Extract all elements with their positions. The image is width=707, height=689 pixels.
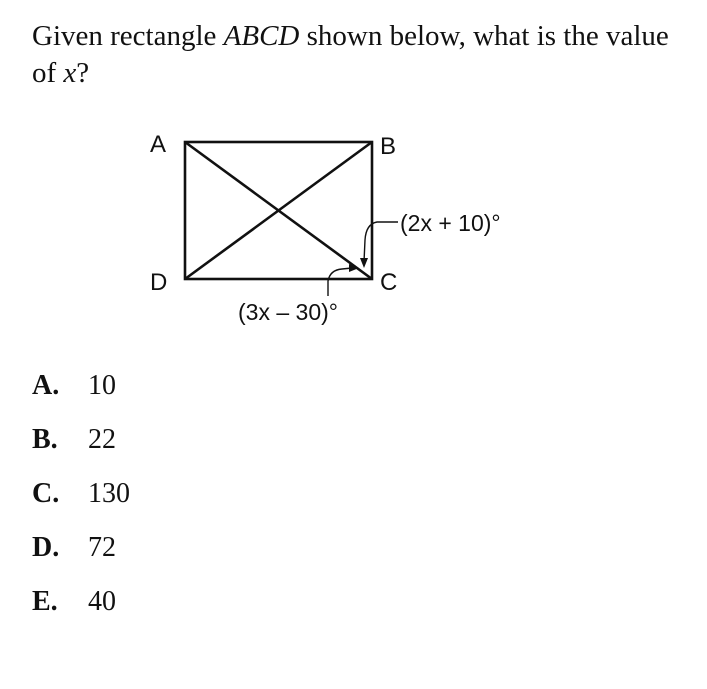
choice-letter: A.: [32, 370, 60, 401]
vertex-label-b: B: [380, 133, 397, 160]
question-prefix: Given rectangle: [32, 20, 224, 52]
answer-choices: [32, 368, 130, 638]
choice-value: 130: [88, 478, 130, 509]
choice-a[interactable]: [32, 368, 130, 422]
choice-letter: E.: [32, 586, 58, 617]
choice-value: 10: [88, 370, 116, 401]
choice-d[interactable]: [32, 530, 130, 584]
vertex-label-c: C: [380, 269, 398, 296]
choice-value: 40: [88, 586, 116, 617]
choice-value: 22: [88, 424, 116, 455]
vertex-label-a: A: [150, 131, 167, 158]
question-shape-name: ABCD: [223, 20, 300, 52]
question-middle: shown below, what is the value of: [32, 20, 669, 89]
choice-b[interactable]: [32, 422, 130, 476]
angle-bottom-label: (3x – 30)°: [238, 299, 338, 325]
choice-value: 72: [88, 532, 116, 563]
vertex-label-d: D: [150, 269, 168, 296]
choice-letter: B.: [32, 424, 58, 455]
choice-letter: C.: [32, 478, 60, 509]
angle-bottom-leader: [328, 268, 352, 296]
choice-e[interactable]: [32, 584, 130, 638]
angle-right-leader: [364, 222, 398, 262]
choice-letter: D.: [32, 532, 60, 563]
question-suffix: ?: [76, 57, 90, 89]
angle-right-label: (2x + 10)°: [400, 210, 501, 236]
choice-c[interactable]: [32, 476, 130, 530]
question-variable: x: [63, 57, 77, 89]
angle-right-arrowhead: [360, 258, 368, 268]
